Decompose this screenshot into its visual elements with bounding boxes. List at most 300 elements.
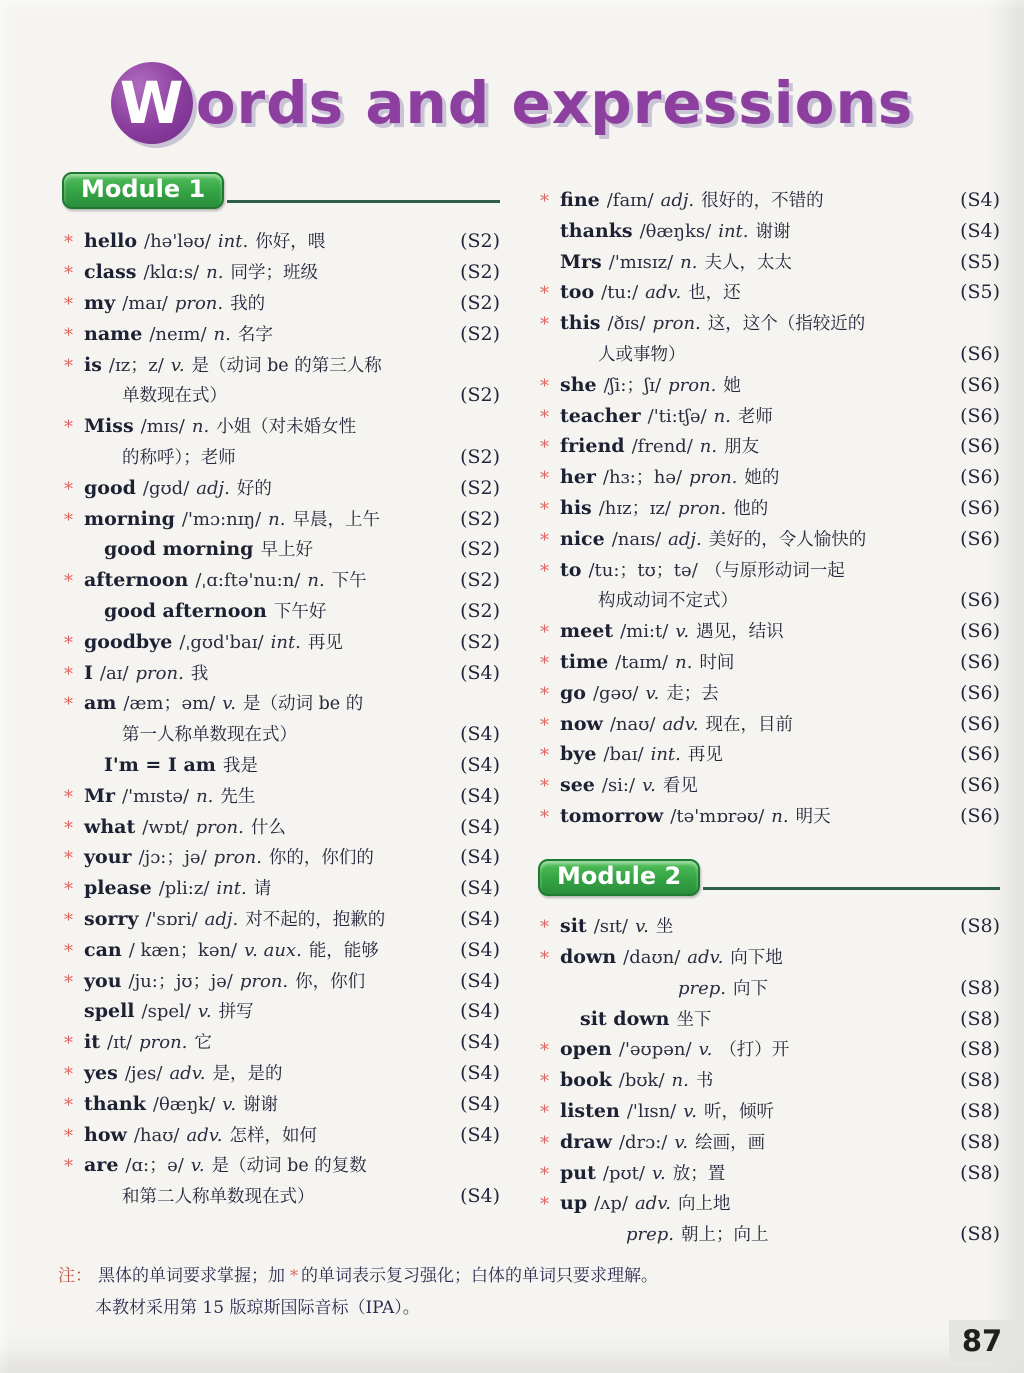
module-2-header [538, 859, 1000, 896]
page-code: (S5) [960, 250, 1000, 273]
phonetic: / kæn；kən/ [128, 939, 238, 961]
headword: is [84, 353, 102, 376]
star-marker: * [64, 1156, 73, 1178]
gloss: 对不起的，抱歉的 [245, 909, 386, 930]
entry-line [62, 905, 500, 936]
part-of-speech: v. [222, 693, 237, 715]
phonetic: /mi:t/ [620, 621, 669, 643]
gloss: 她的 [744, 468, 780, 489]
star-marker: * [64, 509, 73, 531]
page-code: (S6) [960, 712, 1000, 735]
phonetic: /taɪm/ [615, 651, 669, 673]
gloss: 第一人称单数现在式） [122, 725, 297, 746]
line-segments [122, 443, 243, 474]
gloss: 再见 [687, 745, 723, 766]
line-segments [64, 936, 386, 967]
star-marker: * [540, 375, 549, 397]
note-text: 的单词表示复习强化；白体的单词只要求理解。 [301, 1266, 658, 1286]
line-segments [64, 320, 280, 351]
vocab-entry [62, 782, 500, 813]
phonetic: /spel/ [141, 1001, 191, 1023]
vocab-entry [62, 258, 500, 289]
page-code: (S4) [460, 661, 500, 684]
part-of-speech: v. [645, 682, 660, 704]
gloss: 走；去 [666, 683, 719, 704]
phonetic: /drɔ:/ [618, 1131, 668, 1153]
star-marker: * [540, 917, 549, 939]
vocab-entry [62, 813, 500, 844]
star-marker: * [64, 1063, 73, 1085]
star-marker: * [64, 417, 73, 439]
headword: draw [560, 1130, 612, 1153]
line-segments [540, 309, 872, 340]
line-segments [540, 1066, 720, 1097]
part-of-speech: v. [642, 775, 656, 797]
phonetic: /'sɒri/ [145, 908, 198, 930]
gloss: 小姐（对未婚女性 [216, 417, 357, 438]
vocab-entry [62, 412, 500, 474]
headword: name [84, 322, 143, 345]
vocab-entry [62, 843, 500, 874]
page-code: (S2) [460, 476, 500, 499]
vocab-entry [538, 1097, 1000, 1128]
page-code: (S4) [460, 1092, 500, 1115]
headword: I'm = I am [104, 753, 216, 776]
part-of-speech: pron. [174, 292, 224, 314]
right-column [538, 186, 1000, 1251]
page-code: (S8) [960, 976, 1000, 999]
module-1-badge: Module 1 [62, 172, 224, 209]
phonetic: /klɑ:s/ [143, 262, 200, 284]
title-initial-w: W [111, 62, 193, 144]
entry-line [538, 802, 1000, 833]
headword: it [84, 1031, 100, 1054]
entry-line [62, 597, 500, 628]
entry-line [538, 1097, 1000, 1128]
line-segments [64, 351, 389, 382]
line-segments [540, 463, 786, 494]
part-of-speech: adv. [662, 713, 699, 735]
entry-line [538, 1005, 1000, 1036]
phonetic: /hɜ:；hə/ [602, 467, 683, 489]
vocab-entry [62, 659, 500, 690]
gloss: 书 [695, 1071, 714, 1092]
line-segments [64, 566, 374, 597]
line-segments [540, 402, 780, 433]
gloss: （打）开 [719, 1040, 790, 1061]
page-number: 87 [949, 1320, 1015, 1362]
gloss: 构成动词不定式） [598, 591, 738, 612]
entry-line [538, 402, 1000, 433]
line-segments [64, 967, 372, 998]
star-marker: * [64, 1094, 73, 1116]
gloss: 再见 [307, 632, 343, 653]
phonetic: /hɪz；ɪz/ [598, 497, 671, 519]
star-marker: * [540, 529, 549, 551]
page-code: (S4) [460, 1123, 500, 1146]
entry-line [62, 227, 500, 258]
part-of-speech: adv. [634, 1193, 671, 1215]
line-segments [104, 751, 265, 782]
entry-line [538, 710, 1000, 741]
part-of-speech: pron. [668, 374, 717, 396]
page-code: (S6) [960, 496, 1000, 519]
page-code: (S4) [960, 189, 1000, 211]
headword: good morning [104, 538, 254, 561]
entry-line [538, 217, 1000, 248]
page-code: (S6) [960, 435, 1000, 458]
part-of-speech: n. [671, 1070, 689, 1092]
vocab-entry [538, 710, 1000, 741]
gloss: 我 [190, 663, 209, 684]
star-marker: * [64, 817, 73, 839]
vocab-entry [62, 289, 500, 320]
entry-line [62, 967, 500, 998]
star-marker: * [540, 406, 549, 428]
page-code: (S8) [960, 1007, 1000, 1030]
vocab-entry [538, 309, 1000, 371]
page-code: (S8) [960, 1038, 1000, 1061]
page-code: (S6) [960, 774, 1000, 797]
line-segments [540, 802, 838, 833]
entry-line [538, 186, 1000, 217]
headword: nice [560, 527, 605, 550]
line-segments [122, 720, 304, 751]
module-2-entries [538, 912, 1000, 1251]
module-1-header [62, 172, 500, 209]
gloss: 他的 [733, 498, 769, 519]
gloss: 是（动词 be 的 [243, 694, 364, 715]
page-title [0, 62, 1024, 144]
line-segments [540, 525, 873, 556]
line-segments [560, 217, 798, 248]
gloss: 你，你们 [295, 971, 366, 992]
line-segments [540, 1035, 796, 1066]
gloss: 向上地 [677, 1194, 731, 1215]
vocab-entry [538, 802, 1000, 833]
star-marker: * [64, 632, 73, 654]
gloss: 朝上；向上 [681, 1225, 769, 1246]
vocab-entry [538, 679, 1000, 710]
vocab-entry [538, 1035, 1000, 1066]
star-marker: * [64, 293, 73, 315]
page-code: (S4) [460, 846, 500, 869]
vocab-entry [538, 556, 1000, 618]
entry-line [538, 974, 1000, 1005]
phonetic: /jes/ [124, 1062, 163, 1084]
entry-line [62, 628, 500, 659]
line-segments [626, 1220, 776, 1251]
star-marker: * [64, 478, 73, 500]
vocab-entry [62, 1151, 500, 1213]
entry-line [62, 1121, 500, 1152]
star-marker: * [540, 560, 549, 582]
gloss: 的称呼）；老师 [122, 447, 236, 468]
line-segments [122, 381, 234, 412]
note-text: 黑体的单词要求掌握；加 [98, 1266, 285, 1286]
vocab-entry [538, 186, 1000, 217]
gloss: 时间 [699, 652, 735, 673]
page-code: (S4) [460, 1000, 500, 1023]
gloss: 你好，喂 [255, 232, 326, 253]
gloss: 你的，你们的 [268, 848, 374, 869]
page-code: (S6) [960, 743, 1000, 766]
headword: too [560, 281, 595, 304]
vocab-entry [62, 1090, 500, 1121]
gloss: 请 [253, 879, 272, 900]
page-code: (S8) [960, 1069, 1000, 1092]
phonetic: /pli:z/ [158, 878, 210, 900]
entry-line [538, 1159, 1000, 1190]
phonetic: /gʊd/ [142, 477, 190, 499]
headword: yes [84, 1061, 118, 1084]
part-of-speech: adv. [645, 282, 682, 304]
entry-line [538, 912, 1000, 943]
phonetic: /ɪt/ [107, 1032, 133, 1054]
line-segments [64, 1028, 219, 1059]
entry-line [538, 525, 1000, 556]
star-marker: * [290, 1266, 298, 1285]
left-column [62, 172, 500, 1213]
part-of-speech: adj. [668, 528, 702, 550]
gloss: 坐下 [676, 1009, 712, 1030]
line-segments [64, 474, 279, 505]
gloss: 是（动词 be 的复数 [211, 1156, 367, 1177]
line-segments [540, 679, 726, 710]
vocab-entry [62, 474, 500, 505]
gloss: 早晨，上午 [292, 509, 380, 530]
phonetic: /neɪm/ [149, 323, 207, 345]
part-of-speech: v. [651, 1162, 666, 1184]
entry-line [538, 494, 1000, 525]
entry-line [62, 351, 500, 382]
phonetic: /'mɪsɪz/ [608, 251, 674, 273]
star-marker: * [540, 283, 549, 305]
vocab-entry [62, 1028, 500, 1059]
part-of-speech: n. [771, 805, 789, 827]
vocab-entry [538, 1159, 1000, 1190]
part-of-speech: n. [196, 785, 214, 807]
line-segments [540, 740, 730, 771]
headword: down [560, 945, 617, 968]
part-of-speech: int. [270, 631, 301, 653]
headword: am [84, 692, 117, 715]
entry-line [62, 720, 500, 751]
phonetic: /θæŋk/ [152, 1093, 216, 1115]
star-marker: * [64, 324, 73, 346]
line-segments [104, 535, 320, 566]
line-segments [540, 912, 680, 943]
entry-line [62, 443, 500, 474]
headword: your [84, 846, 132, 869]
part-of-speech: v. [197, 1001, 212, 1023]
entry-line [62, 381, 500, 412]
vocab-entry [62, 351, 500, 413]
part-of-speech: int. [650, 744, 681, 766]
headword: this [560, 312, 601, 335]
vocab-entry [538, 432, 1000, 463]
entry-line [538, 309, 1000, 340]
page-code: (S4) [460, 877, 500, 900]
phonetic: /maɪ/ [122, 292, 168, 314]
entry-line [62, 1028, 500, 1059]
entry-line [62, 1090, 500, 1121]
vocab-entry [538, 740, 1000, 771]
entry-line [62, 1059, 500, 1090]
entry-line [538, 679, 1000, 710]
headword: thank [84, 1092, 146, 1115]
page-code: (S2) [460, 261, 500, 284]
vocab-entry [62, 997, 500, 1028]
line-segments [580, 1005, 718, 1036]
vocab-entry [538, 494, 1000, 525]
gloss: 我的 [230, 293, 266, 314]
part-of-speech: adv. [687, 946, 724, 968]
module-2-badge: Module 2 [538, 859, 700, 896]
phonetic: /'lɪsn/ [626, 1100, 677, 1122]
line-segments [540, 1189, 737, 1220]
entry-line [62, 782, 500, 813]
entry-line [538, 1189, 1000, 1220]
page-code: (S4) [460, 815, 500, 838]
part-of-speech: n. [206, 262, 224, 284]
gloss: 早上好 [260, 540, 313, 561]
gloss: 她 [723, 375, 741, 396]
entry-line [62, 474, 500, 505]
entry-line [538, 1066, 1000, 1097]
phonetic: /ɑ:；ə/ [125, 1155, 184, 1177]
gloss: 听，倾听 [704, 1101, 774, 1122]
part-of-speech: int. [217, 231, 249, 253]
part-of-speech: int. [216, 878, 247, 900]
line-segments [64, 1121, 324, 1152]
vocab-entry [538, 217, 1000, 248]
vocab-entry [62, 967, 500, 998]
vocab-entry [62, 320, 500, 351]
star-marker: * [540, 806, 549, 828]
entry-line [62, 843, 500, 874]
part-of-speech: n. [191, 416, 210, 438]
page-code: (S4) [460, 1031, 500, 1054]
vocab-entry [538, 402, 1000, 433]
gloss: 同学；班级 [230, 263, 318, 284]
part-of-speech: v. [683, 1100, 697, 1122]
line-segments [540, 186, 831, 217]
phonetic: /daʊn/ [623, 946, 681, 968]
entry-line [62, 289, 500, 320]
gloss: 是（动词 be 的第三人称 [191, 355, 382, 376]
headword: please [84, 877, 152, 900]
line-segments [64, 1090, 285, 1121]
line-segments [64, 289, 272, 320]
title-text: ords and expressions [195, 69, 914, 137]
entry-line [62, 997, 500, 1028]
gloss: 绘画，画 [695, 1132, 766, 1153]
part-of-speech: n. [307, 570, 325, 592]
gloss: 能，能够 [308, 940, 379, 961]
line-segments [64, 659, 215, 690]
vocab-entry [538, 648, 1000, 679]
gloss: 谢谢 [755, 221, 791, 242]
part-of-speech: pron. [652, 313, 701, 335]
note-label: 注： [58, 1266, 92, 1286]
entry-line [538, 463, 1000, 494]
module-1-rule [227, 200, 500, 203]
page-code: (S2) [460, 630, 500, 653]
vocab-entry [62, 597, 500, 628]
star-marker: * [64, 571, 73, 593]
page-code: (S8) [960, 1130, 1000, 1153]
vocab-entry [538, 525, 1000, 556]
headword: are [84, 1154, 119, 1177]
vocab-entry [538, 617, 1000, 648]
headword: open [560, 1038, 612, 1061]
line-segments [598, 340, 693, 371]
star-marker: * [540, 714, 549, 736]
page-code: (S4) [960, 219, 1000, 242]
headword: goodbye [84, 630, 173, 653]
page-code: (S2) [460, 230, 500, 253]
gloss: 老师 [737, 406, 773, 427]
page-code: (S5) [960, 281, 1000, 304]
gloss: 和第二人称单数现在式） [122, 1187, 315, 1208]
entry-line [538, 1220, 1000, 1251]
page-code: (S6) [960, 404, 1000, 427]
entry-line [62, 813, 500, 844]
module-2-rule [703, 887, 1000, 890]
entry-line [62, 505, 500, 536]
entry-line [538, 248, 1000, 279]
title-wrap [111, 62, 914, 144]
gloss: 坐 [655, 917, 674, 938]
line-segments [64, 813, 293, 844]
page-code: (S6) [960, 804, 1000, 827]
gloss: 夫人，太太 [704, 252, 792, 273]
star-marker: * [540, 652, 549, 674]
vocab-entry [62, 566, 500, 597]
part-of-speech: pron. [677, 497, 727, 519]
vocab-entry [62, 1121, 500, 1152]
page-code: (S2) [460, 445, 500, 468]
phonetic: /ˌɑ:ftə'nu:n/ [195, 570, 301, 592]
line-segments [64, 782, 262, 813]
phonetic: /tu:/ [601, 282, 639, 304]
gloss: 人或事物） [598, 344, 686, 365]
phonetic: /ˌgʊd'baɪ/ [179, 631, 264, 653]
page-code: (S4) [460, 723, 500, 746]
headword: she [560, 373, 597, 396]
star-marker: * [540, 1101, 549, 1123]
gloss: 我是 [222, 755, 258, 776]
headword: you [84, 969, 122, 992]
entry-line [62, 659, 500, 690]
phonetic: /frend/ [631, 436, 693, 458]
star-marker: * [540, 191, 549, 212]
part-of-speech: n. [680, 251, 698, 273]
line-segments [104, 597, 333, 628]
gloss: 明天 [795, 806, 831, 827]
headword: to [560, 558, 582, 581]
phonetic: /'mɔ:nɪŋ/ [181, 508, 262, 530]
gloss: 单数现在式） [122, 386, 227, 407]
entry-line [62, 1182, 500, 1213]
part-of-speech: adj. [204, 908, 239, 930]
phonetic: /ðɪs/ [607, 313, 646, 335]
part-of-speech: n. [699, 436, 718, 458]
entry-line [538, 648, 1000, 679]
phonetic: /faɪn/ [606, 190, 654, 211]
star-marker: * [540, 314, 549, 336]
